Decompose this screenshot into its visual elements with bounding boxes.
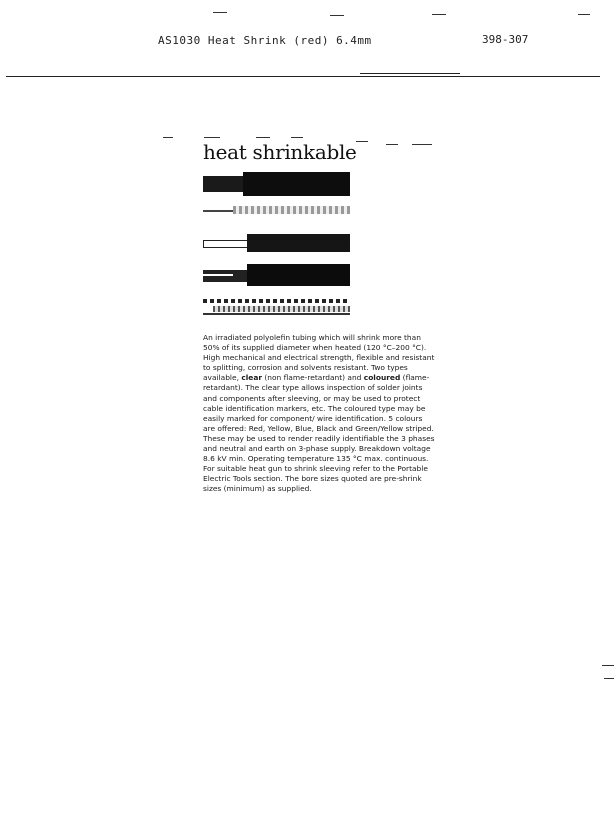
tube-striped-sleeve — [203, 299, 350, 303]
scan-mark — [330, 15, 344, 16]
document-header-title: AS1030 Heat Shrink (red) 6.4mm — [158, 34, 372, 47]
tube-black-sleeve-2 — [247, 264, 350, 286]
section-title: heat shrinkable — [203, 140, 357, 164]
tube-white-core — [203, 240, 251, 248]
scan-mark — [432, 14, 446, 15]
tube-striped-edge — [203, 313, 350, 315]
tube-wire — [203, 274, 233, 276]
tube-black-core — [203, 176, 245, 192]
scan-mark — [578, 14, 590, 15]
scan-mark — [213, 12, 227, 13]
coloured-type-label: coloured — [363, 373, 401, 383]
clear-type-label: clear — [241, 373, 263, 383]
scan-mark — [602, 665, 614, 666]
tube-dark-sleeve — [247, 234, 350, 252]
scan-mark — [163, 137, 173, 138]
product-description — [203, 333, 435, 495]
scan-mark — [604, 678, 614, 679]
tube-clear-core — [203, 210, 233, 212]
scan-mark — [256, 137, 270, 138]
description-part-3: (flame-retardant). The clear type allows inspection of solder joints and components after sleeving, or may be used to protect cable identification markers, etc. The coloured type may be easily marked for component/ wire identification. 5 colours are offered: Red, Yellow, Blue, Black and Green/Yellow striped. These may be used to render readily identifiable the 3 phases and neutral and earth on 3-phase supply. Breakdown voltage 8.6 kV min. Operating temperature 135 °C max. continuous. For suitable heat gun to shrink sleeving refer to the Portable Electric Tools section. The bore sizes quoted are pre-shrink sizes (minimum) as supplied. — [203, 373, 435, 494]
scan-mark — [291, 137, 303, 138]
tube-dark-core — [203, 270, 251, 282]
document-header-ref: 398-307 — [482, 33, 529, 46]
header-rule-short — [360, 73, 460, 74]
description-part-2: (non flame-retardant) and — [262, 373, 364, 383]
scan-mark — [356, 141, 368, 142]
scan-mark — [412, 144, 432, 145]
heat-shrink-tubing-photo — [203, 166, 350, 316]
tube-clear-sleeve — [233, 206, 350, 214]
description-part-1: An irradiated polyolefin tubing which will shrink more than 50% of its supplied diameter when heated (120 °C–200 °C). High mechanical and electrical strength, flexible and resistant to splitting, corrosion and solvents resistant. Two types available, — [203, 333, 435, 383]
scan-mark — [386, 144, 398, 145]
tube-striped-sleeve-2 — [213, 306, 350, 312]
tube-black-sleeve — [243, 172, 350, 196]
header-rule — [6, 76, 600, 77]
scan-mark — [204, 137, 220, 138]
